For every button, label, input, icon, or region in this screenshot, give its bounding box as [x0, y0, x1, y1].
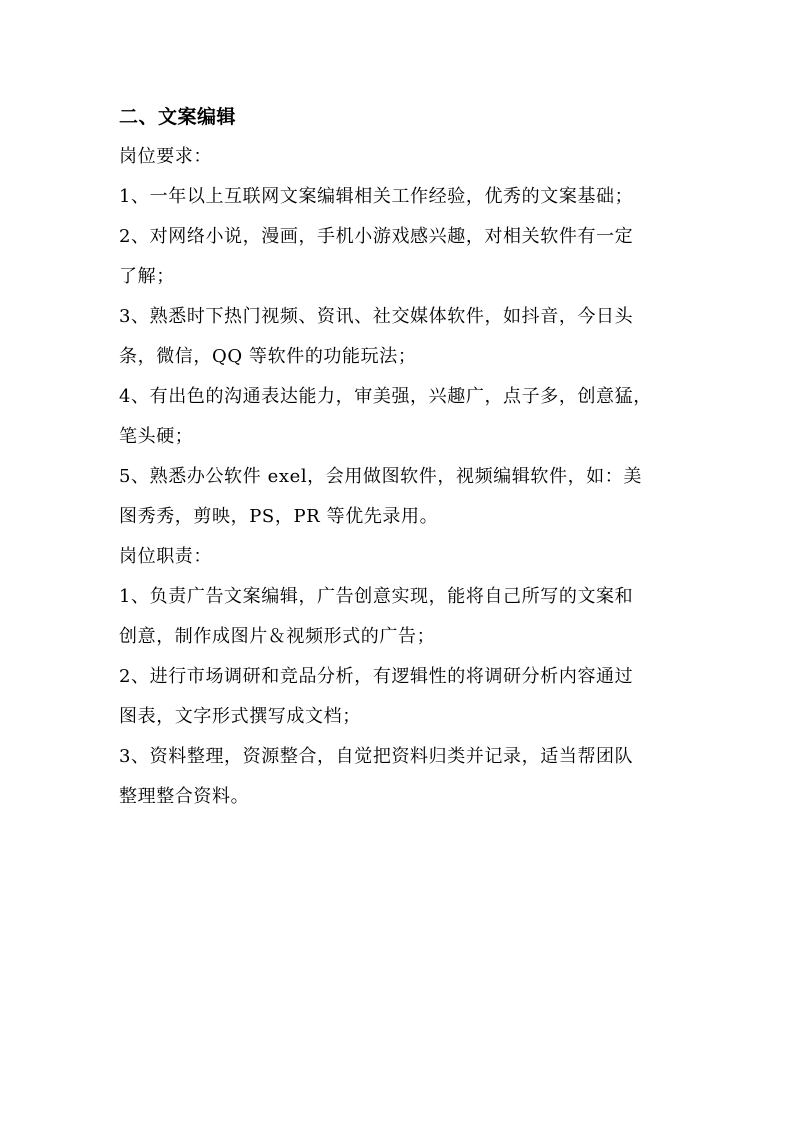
duty-item-2-line-2: 图表，文字形式撰写成文档；	[119, 706, 361, 727]
requirement-item-4	[119, 377, 679, 457]
requirement-item-2-line-2: 了解；	[119, 266, 175, 287]
document-body	[119, 97, 679, 817]
requirement-item-5-line-2: 图秀秀，剪映，PS，PR 等优先录用。	[119, 506, 439, 527]
requirement-item-2-line-1: 2、对网络小说，漫画，手机小游戏感兴趣，对相关软件有一定	[119, 226, 634, 247]
requirement-item-3-line-1: 3、熟悉时下热门视频、资讯、社交媒体软件，如抖音，今日头	[119, 306, 634, 327]
duty-item-2-line-1: 2、进行市场调研和竞品分析，有逻辑性的将调研分析内容通过	[119, 666, 634, 687]
requirement-item-4-line-2: 笔头硬；	[119, 426, 194, 447]
section-title: 二、文案编辑	[119, 106, 237, 128]
requirements-heading: 岗位要求：	[119, 146, 212, 167]
requirement-item-3-line-2: 条，微信，QQ 等软件的功能玩法；	[119, 346, 417, 367]
requirement-item-1-line-1: 1、一年以上互联网文案编辑相关工作经验，优秀的文案基础；	[119, 186, 634, 207]
requirement-item-4-line-1: 4、有出色的沟通表达能力，审美强，兴趣广，点子多，创意猛，	[119, 386, 652, 407]
duty-item-1	[119, 577, 679, 657]
requirement-item-1	[119, 177, 679, 217]
requirement-item-3	[119, 297, 679, 377]
requirement-item-5	[119, 457, 679, 537]
duty-item-3-line-1: 3、资料整理，资源整合，自觉把资料归类并记录，适当帮团队	[119, 746, 634, 767]
duty-item-1-line-1: 1、负责广告文案编辑，广告创意实现，能将自己所写的文案和	[119, 586, 634, 607]
requirement-item-2	[119, 217, 679, 297]
duty-item-3	[119, 737, 679, 817]
duty-item-3-line-2: 整理整合资料。	[119, 786, 250, 807]
requirement-item-5-line-1: 5、熟悉办公软件 exel，会用做图软件，视频编辑软件，如：美	[119, 466, 642, 487]
duties-heading: 岗位职责：	[119, 546, 212, 567]
duty-item-1-line-2: 创意，制作成图片＆视频形式的广告；	[119, 626, 436, 647]
duty-item-2	[119, 657, 679, 737]
